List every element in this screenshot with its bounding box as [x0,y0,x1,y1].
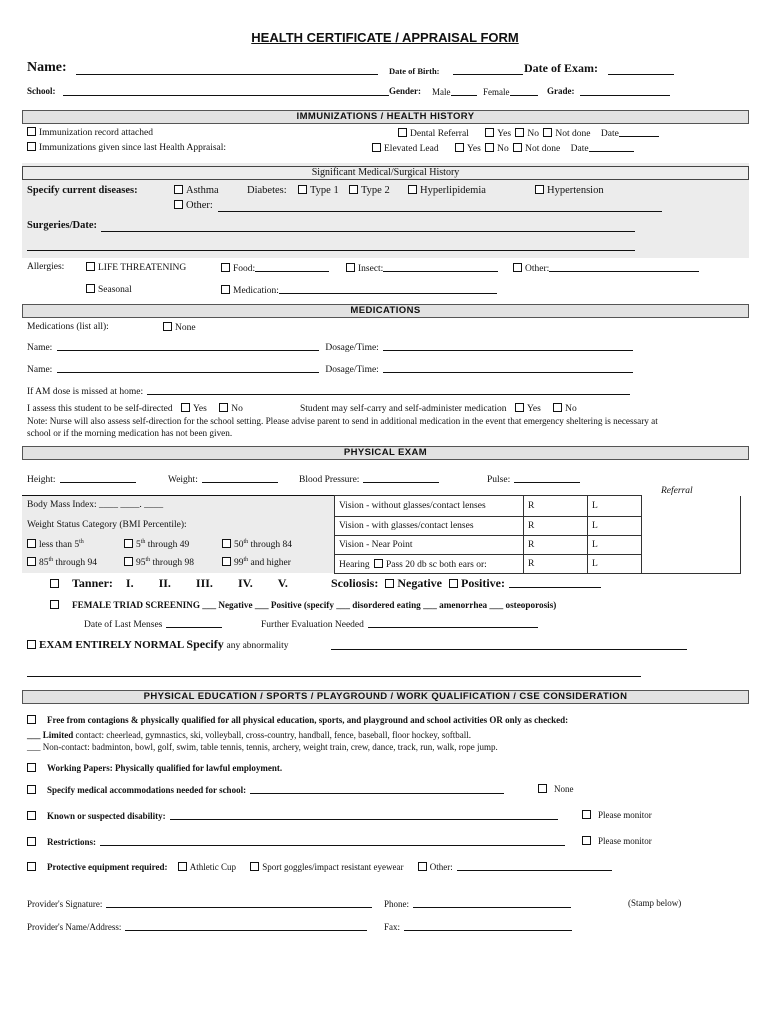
referral-column[interactable] [642,496,741,574]
seasonal-checkbox[interactable]: Seasonal [86,284,132,295]
restrictions-monitor-checkbox[interactable]: Please monitor [582,836,652,846]
hypertension-checkbox[interactable]: Hypertension [535,185,604,196]
weight-status-label: Weight Status Category (BMI Percentile): [27,520,187,530]
am-dose-row[interactable]: If AM dose is missed at home: [27,385,630,397]
last-menses-field[interactable]: Date of Last Menses [84,618,222,630]
pct-less-than-5[interactable]: less than 5th [27,539,84,550]
checkbox-icon [513,263,522,272]
hearing-right[interactable]: R [524,555,588,574]
checkbox-icon [221,263,230,272]
checkbox-icon[interactable] [374,559,383,568]
checkbox-icon[interactable] [398,128,407,137]
referral-header: Referral [661,486,693,496]
name-field[interactable] [76,74,378,75]
checkbox-icon[interactable] [543,128,552,137]
checkbox-icon [86,262,95,271]
checkbox-icon [27,811,36,820]
checkbox-icon [250,862,259,871]
medication-allergy[interactable]: Medication: [221,284,497,296]
vision-with-label: Vision - with glasses/contact lenses [335,517,524,536]
weight-field[interactable]: Weight: [168,473,278,485]
dental-referral-row: Dental Referral Yes No Not done Date [398,127,659,139]
checkbox-icon [86,284,95,293]
gender-male[interactable]: Male [432,86,477,97]
exam-normal-checkbox[interactable]: EXAM ENTIRELY NORMAL Specify any abnormality [27,637,289,652]
checkbox-icon [535,185,544,194]
checkbox-icon [124,557,133,566]
vision-near-right[interactable]: R [524,536,588,555]
bmi-value[interactable]: ____ ____. ____ [99,500,164,510]
asthma-checkbox[interactable]: Asthma [174,185,219,196]
nurse-note-line2: school or if the morning medication has not been given. [27,428,233,438]
vision-hearing-table [334,495,741,574]
restrictions-row[interactable]: Restrictions: [27,836,565,847]
medications-none-checkbox[interactable]: None [163,322,196,333]
checkbox-icon [174,200,183,209]
limited-contact-row[interactable]: ___ Limited contact: cheerlead, gymnastics, ski, volleyball, cross-country, handball, fence, baseball, floor hockey, softball. [27,730,471,740]
grade-field[interactable] [580,95,670,96]
checkbox-icon[interactable] [485,128,494,137]
checkbox-icon [178,862,187,871]
other-disease-field[interactable] [218,211,662,212]
checkbox-icon [582,810,591,819]
exam-date-field[interactable] [608,74,674,75]
form-title: HEALTH CERTIFICATE / APPRAISAL FORM [251,30,519,45]
dob-label: Date of Birth: [389,66,440,76]
vision-without-label: Vision - without glasses/contact lenses [335,496,524,517]
disability-monitor-checkbox[interactable]: Please monitor [582,810,652,820]
checkbox-icon [385,579,394,588]
female-triad-row[interactable]: FEMALE TRIAD SCREENING ___ Negative ___ Positive (specify ___ disordered eating ___ amenorrhea ___ osteoporosis) [50,600,556,610]
pct-5-to-49[interactable]: 5th through 49 [124,539,189,550]
disability-row[interactable]: Known or suspected disability: [27,810,558,821]
checkbox-icon [27,640,36,649]
provider-phone-field[interactable]: Phone: [384,898,571,909]
vision-with-left[interactable]: L [588,517,642,536]
immunization-record-checkbox[interactable]: Immunization record attached [27,127,153,138]
checkbox-icon [27,142,36,151]
surgeries-label: Surgeries/Date: [27,220,97,231]
checkbox-icon [222,539,231,548]
accommodations-none-checkbox[interactable]: None [538,784,574,794]
life-threatening-checkbox[interactable]: LIFE THREATENING [86,262,186,273]
vision-without-right[interactable]: R [524,496,588,517]
nurse-note-line1: Note: Nurse will also assess self-direction for the school setting. Please advise parent to send in additional medication in the event that emergency sheltering is necessary at [27,416,658,426]
checkbox-icon [219,403,228,412]
elevated-lead-row: Elevated Lead Yes No Not done Date [372,142,634,154]
pulse-field[interactable]: Pulse: [487,473,580,485]
dob-field[interactable] [453,74,523,75]
further-eval-field[interactable]: Further Evaluation Needed [261,618,538,630]
protective-equipment-row: Protective equipment required: Athletic Cup Sport goggles/impact resistant eyewear Other: [27,861,612,872]
checkbox-icon [515,403,524,412]
exam-date-label: Date of Exam: [524,61,598,75]
gender-female[interactable]: Female [483,86,538,97]
stamp-note: (Stamp below) [628,898,682,908]
name-label: Name: [27,60,67,75]
type2-checkbox[interactable]: Type 2 [349,185,390,196]
food-allergy[interactable]: Food: [221,262,329,274]
checkbox-icon[interactable] [515,128,524,137]
checkbox-icon [27,785,36,794]
vision-near-label: Vision - Near Point [335,536,524,555]
gender-label: Gender: [389,86,421,96]
provider-signature-field[interactable]: Provider's Signature: [27,898,372,909]
blood-pressure-field[interactable]: Blood Pressure: [299,473,439,485]
medication-row-1[interactable]: Name: Dosage/Time: [27,341,633,353]
other-allergy[interactable]: Other: [513,262,699,274]
medication-row-2[interactable]: Name: Dosage/Time: [27,363,633,375]
pct-50-to-84[interactable]: 50th through 84 [222,539,292,550]
allergies-label: Allergies: [27,262,65,272]
insect-allergy[interactable]: Insect: [346,262,498,274]
checkbox-icon [553,403,562,412]
school-field[interactable] [63,95,389,96]
checkbox-icon [349,185,358,194]
checkbox-icon [408,185,417,194]
pct-99-and-higher[interactable]: 99th and higher [222,557,291,568]
bmi-top-rule [22,495,334,496]
checkbox-icon [181,403,190,412]
checkbox-icon [222,557,231,566]
hyperlipidemia-checkbox[interactable]: Hyperlipidemia [408,185,486,196]
immunizations-given-checkbox[interactable]: Immunizations given since last Health Appraisal: [27,142,226,153]
immunizations-section-title: IMMUNIZATIONS / HEALTH HISTORY [22,110,749,124]
checkbox-icon [27,539,36,548]
checkbox-icon [27,127,36,136]
free-from-contagions-checkbox[interactable]: Free from contagions & physically qualified for all physical education, sports, and playground and school activities OR only as checked: [27,715,568,725]
checkbox-icon[interactable] [513,143,522,152]
pct-95-to-98[interactable]: 95th through 98 [124,557,194,568]
self-directed-row: I assess this student to be self-directed Yes No [27,404,243,414]
checkbox-icon [174,185,183,194]
checkbox-icon [27,715,36,724]
checkbox-icon [449,579,458,588]
vision-without-left[interactable]: L [588,496,642,517]
tanner-row[interactable]: Tanner: I. II. III. IV. V. [50,576,288,591]
other-disease-checkbox[interactable]: Other: [174,200,213,211]
pct-85-to-94[interactable]: 85th through 94 [27,557,97,568]
checkbox-icon [27,557,36,566]
checkbox-icon[interactable] [372,143,381,152]
medications-list-label: Medications (list all): [27,322,109,332]
provider-name-address-field[interactable]: Provider's Name/Address: [27,921,367,932]
grade-label: Grade: [547,86,575,96]
diseases-label: Specify current diseases: [27,185,138,196]
checkbox-icon [221,285,230,294]
non-contact-row[interactable]: ___ Non-contact: badminton, bowl, golf, swim, table tennis, tennis, archery, weight train, crew, dance, track, run, walk, rope jump. [27,742,498,752]
checkbox-icon[interactable] [455,143,464,152]
surgeries-field[interactable] [101,231,635,232]
hearing-left[interactable]: L [588,555,642,574]
physical-exam-section-title: PHYSICAL EXAM [22,446,749,460]
checkbox-icon [582,836,591,845]
school-label: School: [27,86,56,96]
accommodations-row[interactable]: Specify medical accommodations needed for school: [27,784,504,795]
checkbox-icon [538,784,547,793]
checkbox-icon [298,185,307,194]
hearing-label: Hearing Pass 20 db sc both ears or: [335,555,524,574]
vision-with-right[interactable]: R [524,517,588,536]
checkbox-icon [27,763,36,772]
self-carry-row: Student may self-carry and self-administer medication Yes No [300,404,577,414]
type1-checkbox[interactable]: Type 1 [298,185,339,196]
checkbox-icon[interactable] [27,862,36,871]
checkbox-icon [346,263,355,272]
checkbox-icon [50,579,59,588]
vision-near-left[interactable]: L [588,536,642,555]
checkbox-icon [418,862,427,871]
height-field[interactable]: Height: [27,473,136,485]
working-papers-checkbox[interactable]: Working Papers: Physically qualified for lawful employment. [27,763,282,773]
vision-row [335,496,741,517]
checkbox-icon [27,837,36,846]
abnormality-field-2[interactable] [27,676,641,677]
medications-section-title: MEDICATIONS [22,304,749,318]
checkbox-icon [163,322,172,331]
bmi-label: Body Mass Index: ____ ____. ____ [27,500,164,510]
checkbox-icon[interactable] [485,143,494,152]
diabetes-label: Diabetes: [247,185,287,196]
abnormality-field[interactable] [331,649,687,650]
pe-section-title: PHYSICAL EDUCATION / SPORTS / PLAYGROUND / WORK QUALIFICATION / CSE CONSIDERATION [22,690,749,704]
surgeries-field-2[interactable] [27,250,635,251]
checkbox-icon [50,600,59,609]
scoliosis-row: Scoliosis: Negative Positive: [331,576,601,591]
history-section-title: Significant Medical/Surgical History [22,166,749,180]
provider-fax-field[interactable]: Fax: [384,921,572,932]
checkbox-icon [124,539,133,548]
